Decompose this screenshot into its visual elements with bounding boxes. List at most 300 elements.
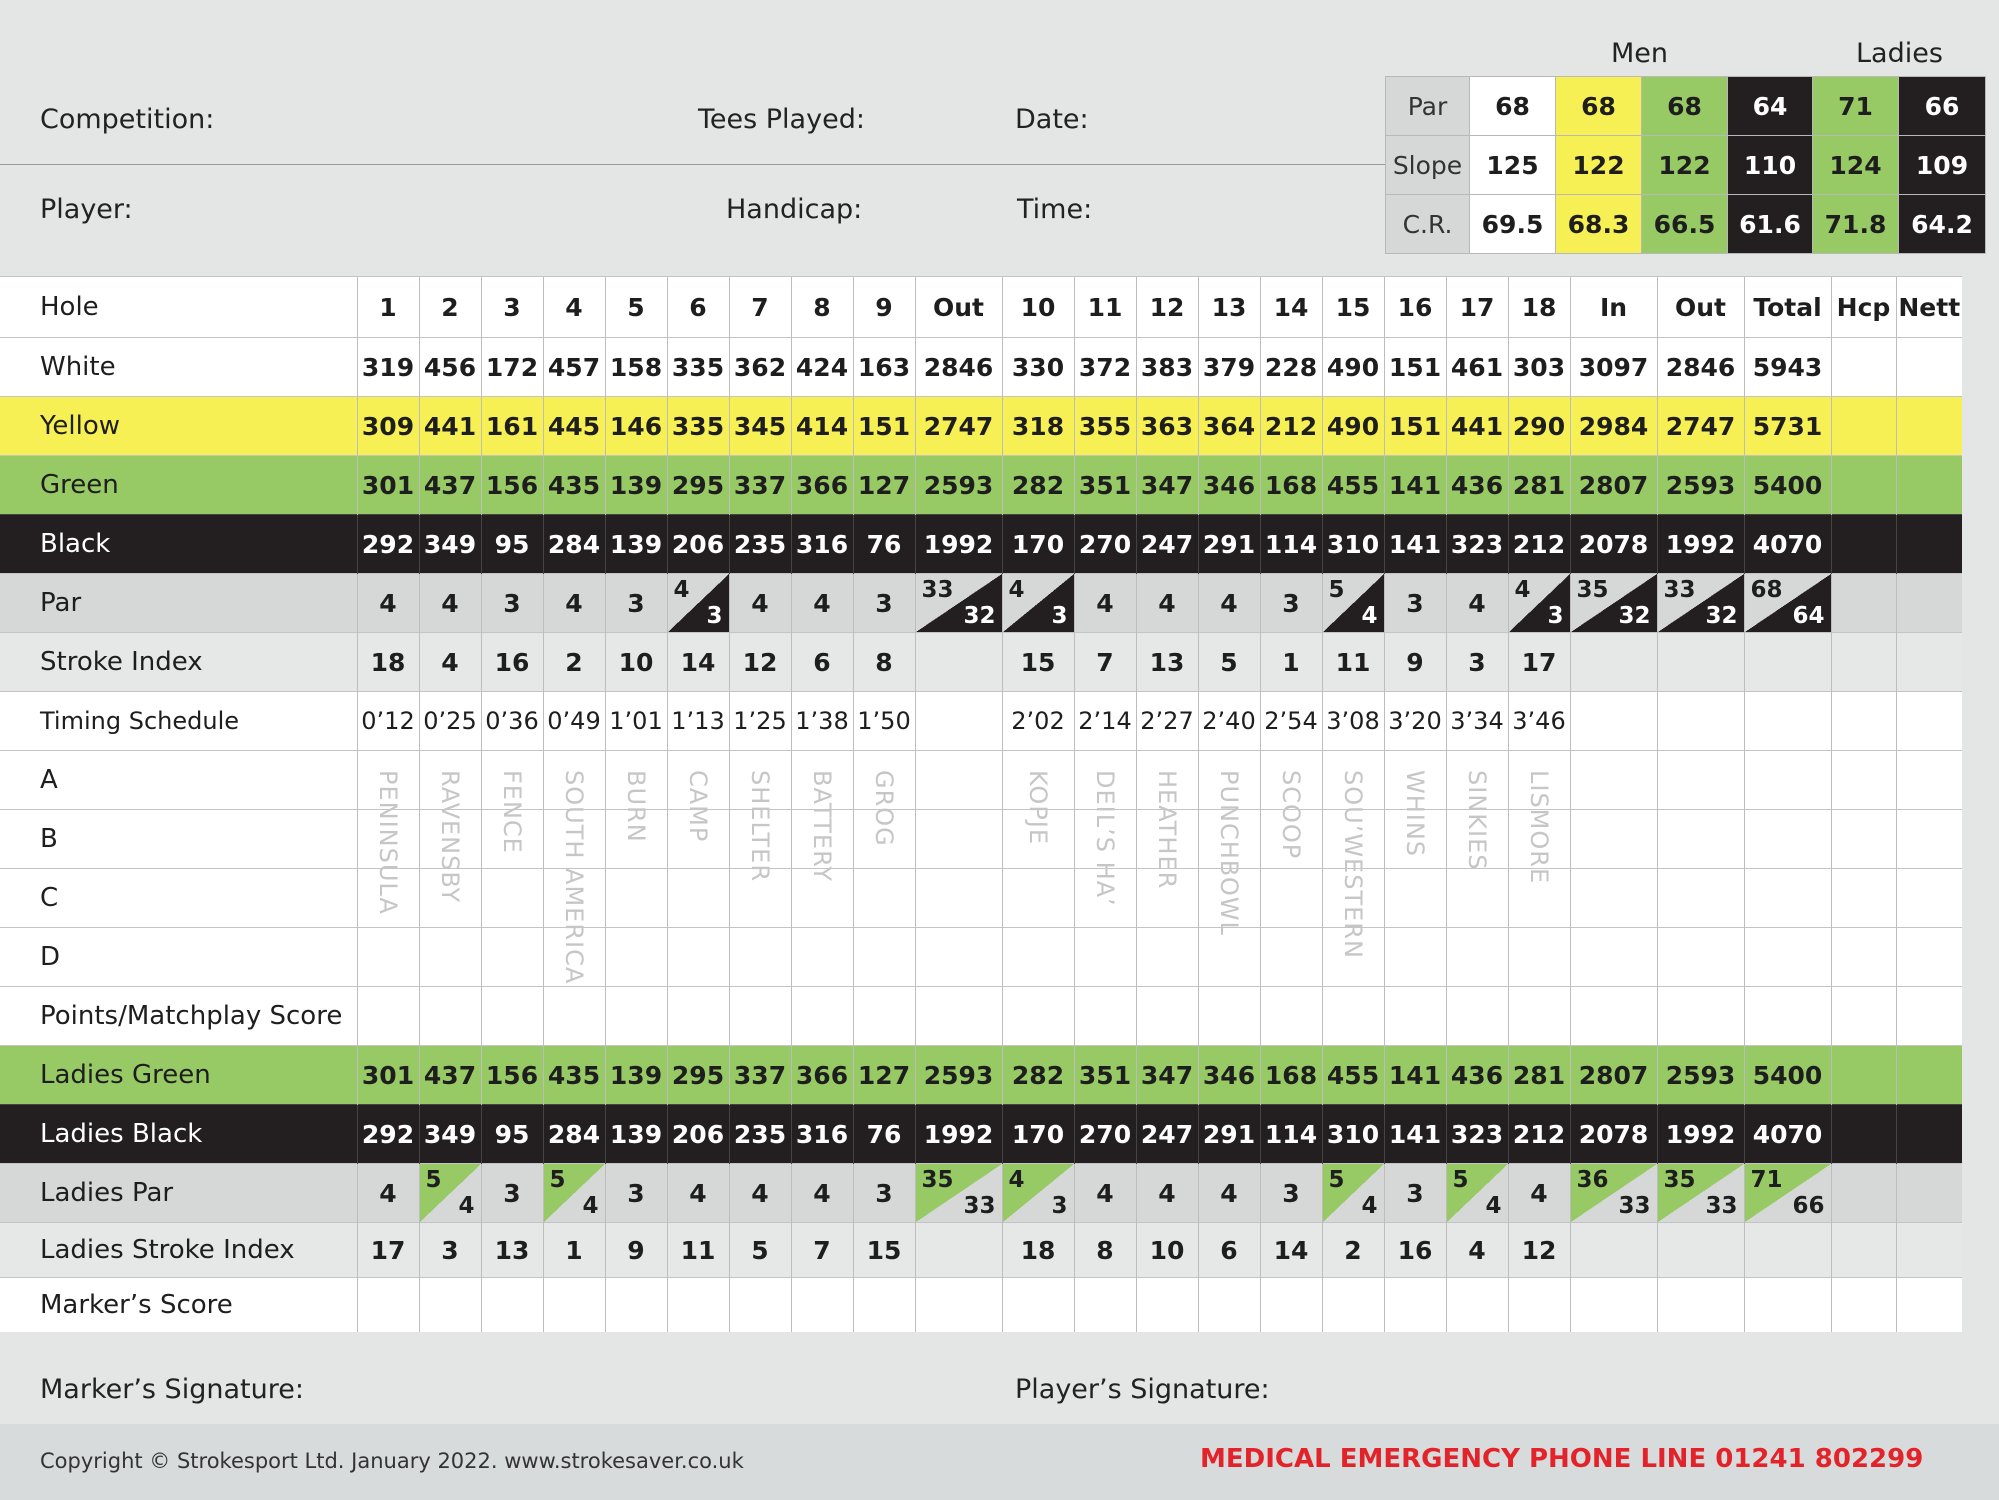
cell: 441 <box>419 397 481 456</box>
cell: 141 <box>1384 1105 1446 1164</box>
score-entry-cell[interactable] <box>1260 987 1322 1046</box>
rating-row-cr <box>1386 195 1986 254</box>
par-top: 35 <box>1576 577 1609 603</box>
score-entry-cell[interactable] <box>1744 869 1831 928</box>
cell: 9 <box>853 277 915 338</box>
cell: 349 <box>419 1105 481 1164</box>
score-entry-cell[interactable] <box>1322 987 1384 1046</box>
hole-name: BATTERY <box>808 770 836 882</box>
par-bottom: 32 <box>1618 603 1651 629</box>
score-entry-cell[interactable] <box>1657 1278 1744 1333</box>
cell: 3’34 <box>1446 692 1508 751</box>
score-entry-cell[interactable] <box>1136 1278 1198 1333</box>
score-entry-cell[interactable] <box>1744 751 1831 810</box>
cell: 1’50 <box>853 692 915 751</box>
score-entry-cell[interactable] <box>1508 987 1570 1046</box>
score-entry-cell[interactable] <box>791 928 853 987</box>
score-entry-cell[interactable] <box>1446 1278 1508 1333</box>
score-entry-cell[interactable] <box>915 987 1002 1046</box>
score-entry-cell[interactable] <box>1831 1278 1896 1333</box>
par-bottom: 32 <box>1705 603 1738 629</box>
score-entry-cell[interactable] <box>1260 869 1322 928</box>
par-cell <box>1002 574 1074 633</box>
cell: 437 <box>419 1046 481 1105</box>
player-signature-label: Player’s Signature: <box>1015 1374 1270 1405</box>
footer <box>0 1424 1999 1500</box>
split-par <box>916 574 1002 632</box>
cell <box>1831 1046 1896 1105</box>
cell: 16 <box>1384 1223 1446 1278</box>
cell: 114 <box>1260 515 1322 574</box>
score-entry-cell[interactable] <box>1198 1278 1260 1333</box>
par-bottom: 3 <box>1051 1193 1068 1219</box>
cell: 2807 <box>1570 456 1657 515</box>
cell: 9 <box>605 1223 667 1278</box>
score-entry-cell[interactable] <box>1570 987 1657 1046</box>
par-cell <box>1831 1164 1896 1223</box>
score-entry-cell[interactable] <box>1657 869 1744 928</box>
cell: 95 <box>481 515 543 574</box>
score-entry-cell[interactable] <box>1896 810 1962 869</box>
par-cell: 4 <box>357 1164 419 1223</box>
par-row <box>0 574 1962 633</box>
cell <box>1744 633 1831 692</box>
score-entry-cell[interactable] <box>1896 751 1962 810</box>
par-cell: 3 <box>1260 1164 1322 1223</box>
hole-name: PUNCHBOWL <box>1215 770 1243 936</box>
cell: 303 <box>1508 338 1570 397</box>
score-entry-cell[interactable] <box>915 869 1002 928</box>
score-entry-cell[interactable] <box>1002 987 1074 1046</box>
score-entry-cell[interactable] <box>481 928 543 987</box>
cell: 2’54 <box>1260 692 1322 751</box>
score-entry-cell[interactable] <box>1384 987 1446 1046</box>
cell: 372 <box>1074 338 1136 397</box>
player-label: Player: <box>40 194 133 225</box>
split-par <box>668 574 729 632</box>
cell <box>1896 338 1962 397</box>
rating-row-par <box>1386 77 1986 136</box>
cell: 270 <box>1074 1105 1136 1164</box>
score-entry-cell[interactable] <box>357 1278 419 1333</box>
score-entry-cell[interactable] <box>1074 928 1136 987</box>
par-cell: 3 <box>853 574 915 633</box>
score-entry-cell[interactable] <box>915 810 1002 869</box>
score-entry-cell[interactable] <box>853 928 915 987</box>
cell: 383 <box>1136 338 1198 397</box>
cell: 168 <box>1260 456 1322 515</box>
row-label: D <box>0 928 357 987</box>
cell: 170 <box>1002 1105 1074 1164</box>
par-cell: 4 <box>729 1164 791 1223</box>
score-entry-cell[interactable] <box>1570 751 1657 810</box>
rating-cr-value: 68.3 <box>1556 195 1642 254</box>
row-label: Hole <box>0 277 357 338</box>
cell <box>915 633 1002 692</box>
cell: 282 <box>1002 1046 1074 1105</box>
cell: 363 <box>1136 397 1198 456</box>
score-entry-cell[interactable] <box>1570 928 1657 987</box>
par-cell: 4 <box>1198 1164 1260 1223</box>
hole-name: SOUTH AMERICA <box>560 770 588 985</box>
score-entry-cell[interactable] <box>1002 1278 1074 1333</box>
cell: 347 <box>1136 456 1198 515</box>
cell: 435 <box>543 1046 605 1105</box>
cell: 146 <box>605 397 667 456</box>
rating-par-value: 68 <box>1642 77 1728 136</box>
par-top: 4 <box>1008 577 1025 603</box>
score-entry-cell[interactable] <box>1657 928 1744 987</box>
par-cell: 3 <box>1260 574 1322 633</box>
cell: 14 <box>1260 277 1322 338</box>
cell: 4 <box>543 277 605 338</box>
score-entry-cell[interactable] <box>729 1278 791 1333</box>
par-cell <box>1446 1164 1508 1223</box>
split-par <box>1003 574 1074 632</box>
score-entry-cell[interactable] <box>1657 987 1744 1046</box>
cell: 12 <box>729 633 791 692</box>
score-entry-cell[interactable] <box>729 987 791 1046</box>
par-cell <box>1322 574 1384 633</box>
par-top: 4 <box>673 577 690 603</box>
cell: 1’13 <box>667 692 729 751</box>
score-entry-cell[interactable] <box>1002 869 1074 928</box>
cell: 295 <box>667 456 729 515</box>
cell: 292 <box>357 515 419 574</box>
cell: 457 <box>543 338 605 397</box>
cell: 170 <box>1002 515 1074 574</box>
par-top: 68 <box>1750 577 1783 603</box>
cell: 247 <box>1136 1105 1198 1164</box>
score-entry-cell[interactable] <box>1744 928 1831 987</box>
tee-row-green <box>0 456 1962 515</box>
par-top: 33 <box>1663 577 1696 603</box>
cell: 5731 <box>1744 397 1831 456</box>
cell: 139 <box>605 456 667 515</box>
rating-slope-value: 125 <box>1470 136 1556 195</box>
cell: 2078 <box>1570 515 1657 574</box>
cell: 316 <box>791 515 853 574</box>
cell: 4 <box>419 633 481 692</box>
par-cell <box>1744 574 1831 633</box>
par-cell <box>1657 1164 1744 1223</box>
score-entry-cell[interactable] <box>1831 751 1896 810</box>
cell: 141 <box>1384 1046 1446 1105</box>
cell <box>1896 1223 1962 1278</box>
row-label: Points/Matchplay Score <box>0 987 357 1046</box>
par-cell: 3 <box>1384 1164 1446 1223</box>
score-entry-cell[interactable] <box>1384 1278 1446 1333</box>
score-entry-cell[interactable] <box>1002 928 1074 987</box>
cell: 156 <box>481 1046 543 1105</box>
hole-name: SOU’WESTERN <box>1339 770 1367 959</box>
score-entry-cell[interactable] <box>791 1278 853 1333</box>
split-par <box>420 1164 481 1222</box>
par-cell <box>1896 1164 1962 1223</box>
cell: 2984 <box>1570 397 1657 456</box>
par-top: 5 <box>1328 1167 1345 1193</box>
cell: 355 <box>1074 397 1136 456</box>
score-entry-cell[interactable] <box>1508 1278 1570 1333</box>
score-entry-cell[interactable] <box>357 928 419 987</box>
cell <box>1831 692 1896 751</box>
cell: 362 <box>729 338 791 397</box>
cell: 10 <box>605 633 667 692</box>
cell: 1992 <box>1657 515 1744 574</box>
cell: Nett <box>1896 277 1962 338</box>
score-entry-cell[interactable] <box>667 928 729 987</box>
par-top: 71 <box>1750 1167 1783 1193</box>
score-entry-cell[interactable] <box>1896 928 1962 987</box>
cell: 346 <box>1198 1046 1260 1105</box>
score-entry-cell[interactable] <box>667 869 729 928</box>
par-cell: 4 <box>1074 1164 1136 1223</box>
cell: 319 <box>357 338 419 397</box>
score-entry-cell[interactable] <box>419 1278 481 1333</box>
score-entry-cell[interactable] <box>1198 928 1260 987</box>
cell: 12 <box>1136 277 1198 338</box>
score-entry-cell[interactable] <box>1446 987 1508 1046</box>
cell: 95 <box>481 1105 543 1164</box>
score-entry-cell[interactable] <box>1260 928 1322 987</box>
par-cell <box>1657 574 1744 633</box>
cell: 18 <box>1002 1223 1074 1278</box>
par-cell: 4 <box>357 574 419 633</box>
score-entry-cell[interactable] <box>481 869 543 928</box>
par-cell <box>543 1164 605 1223</box>
row-label: B <box>0 810 357 869</box>
cell: 3’08 <box>1322 692 1384 751</box>
score-entry-cell[interactable] <box>1508 928 1570 987</box>
row-label: Stroke Index <box>0 633 357 692</box>
cell: 6 <box>1198 1223 1260 1278</box>
score-entry-cell[interactable] <box>667 1278 729 1333</box>
cell: 2593 <box>1657 456 1744 515</box>
score-entry-cell[interactable] <box>1744 810 1831 869</box>
split-par <box>1571 1164 1657 1222</box>
rating-cr-value: 71.8 <box>1813 195 1899 254</box>
cell: 282 <box>1002 456 1074 515</box>
score-entry-cell[interactable] <box>1657 810 1744 869</box>
cell: 5 <box>1198 633 1260 692</box>
cell: 284 <box>543 515 605 574</box>
row-label: Ladies Par <box>0 1164 357 1223</box>
row-label: White <box>0 338 357 397</box>
score-entry-cell[interactable] <box>419 987 481 1046</box>
cell <box>1831 397 1896 456</box>
row-label: Ladies Black <box>0 1105 357 1164</box>
par-cell: 4 <box>729 574 791 633</box>
cell <box>1896 515 1962 574</box>
cell: 114 <box>1260 1105 1322 1164</box>
score-entry-cell[interactable] <box>1074 1278 1136 1333</box>
score-entry-cell[interactable] <box>481 1278 543 1333</box>
cell: 0’12 <box>357 692 419 751</box>
cell: 301 <box>357 1046 419 1105</box>
cell: 3 <box>419 1223 481 1278</box>
ladies-stroke-index-row <box>0 1223 1962 1278</box>
cell: 141 <box>1384 456 1446 515</box>
score-entry-cell[interactable] <box>1570 1278 1657 1333</box>
row-label: Par <box>0 574 357 633</box>
score-entry-cell[interactable] <box>1260 1278 1322 1333</box>
cell: 366 <box>791 456 853 515</box>
time-label: Time: <box>1017 194 1093 225</box>
score-entry-cell[interactable] <box>1384 928 1446 987</box>
cell: 3’46 <box>1508 692 1570 751</box>
player-row-c <box>0 869 1962 928</box>
row-label: Yellow <box>0 397 357 456</box>
score-entry-cell[interactable] <box>1384 869 1446 928</box>
par-cell: 3 <box>481 1164 543 1223</box>
score-entry-cell[interactable] <box>1322 1278 1384 1333</box>
cell: 10 <box>1136 1223 1198 1278</box>
score-entry-cell[interactable] <box>1570 869 1657 928</box>
cell: 490 <box>1322 397 1384 456</box>
cell: 5400 <box>1744 1046 1831 1105</box>
score-entry-cell[interactable] <box>1136 928 1198 987</box>
cell: 17 <box>1508 633 1570 692</box>
copyright-text: Copyright © Strokesport Ltd. January 2022. www.strokesaver.co.uk <box>40 1449 744 1473</box>
score-entry-cell[interactable] <box>1570 810 1657 869</box>
score-entry-cell[interactable] <box>1446 869 1508 928</box>
cell: 127 <box>853 1046 915 1105</box>
par-cell <box>1002 1164 1074 1223</box>
par-cell <box>1570 574 1657 633</box>
score-entry-cell[interactable] <box>915 1278 1002 1333</box>
par-cell: 3 <box>605 574 667 633</box>
split-par <box>1323 574 1384 632</box>
score-entry-cell[interactable] <box>1896 1278 1962 1333</box>
score-entry-cell[interactable] <box>605 928 667 987</box>
score-entry-cell[interactable] <box>1744 987 1831 1046</box>
row-label: A <box>0 751 357 810</box>
cell: 2846 <box>915 338 1002 397</box>
par-cell: 4 <box>1508 1164 1570 1223</box>
score-entry-cell[interactable] <box>419 928 481 987</box>
row-label: Green <box>0 456 357 515</box>
par-cell <box>1508 574 1570 633</box>
cell: Out <box>1657 277 1744 338</box>
score-entry-cell[interactable] <box>1831 987 1896 1046</box>
row-label: Marker’s Score <box>0 1278 357 1333</box>
cell: 310 <box>1322 1105 1384 1164</box>
cell: 7 <box>729 277 791 338</box>
score-entry-cell[interactable] <box>605 1278 667 1333</box>
score-entry-cell[interactable] <box>543 1278 605 1333</box>
cell: 1992 <box>915 515 1002 574</box>
hole-name: FENCE <box>498 770 526 854</box>
cell: 1’38 <box>791 692 853 751</box>
timing-row <box>0 692 1962 751</box>
score-entry-cell[interactable] <box>1136 987 1198 1046</box>
hole-name: SINKIES <box>1463 770 1491 871</box>
score-entry-cell[interactable] <box>481 987 543 1046</box>
cell: 15 <box>1322 277 1384 338</box>
score-entry-cell[interactable] <box>605 987 667 1046</box>
cell <box>1831 515 1896 574</box>
cell: 11 <box>1074 277 1136 338</box>
score-entry-cell[interactable] <box>1074 987 1136 1046</box>
cell: 158 <box>605 338 667 397</box>
cell: 310 <box>1322 515 1384 574</box>
cell: 441 <box>1446 397 1508 456</box>
cell: 337 <box>729 456 791 515</box>
cell: 3097 <box>1570 338 1657 397</box>
score-entry-cell[interactable] <box>1831 869 1896 928</box>
score-entry-cell[interactable] <box>853 869 915 928</box>
rating-par-value: 71 <box>1813 77 1899 136</box>
cell: 139 <box>605 1105 667 1164</box>
par-bottom: 33 <box>963 1193 996 1219</box>
score-entry-cell[interactable] <box>1831 928 1896 987</box>
cell: 345 <box>729 397 791 456</box>
cell: Total <box>1744 277 1831 338</box>
cell: 151 <box>1384 338 1446 397</box>
score-entry-cell[interactable] <box>1744 1278 1831 1333</box>
score-entry-cell[interactable] <box>915 751 1002 810</box>
row-label: C <box>0 869 357 928</box>
cell: 2807 <box>1570 1046 1657 1105</box>
split-par <box>1571 574 1657 632</box>
cell <box>1896 397 1962 456</box>
score-entry-cell[interactable] <box>853 987 915 1046</box>
score-entry-cell[interactable] <box>1896 987 1962 1046</box>
score-entry-cell[interactable] <box>357 987 419 1046</box>
cell <box>1896 1105 1962 1164</box>
par-bottom: 4 <box>1361 1193 1378 1219</box>
cell: 17 <box>357 1223 419 1278</box>
score-entry-cell[interactable] <box>729 928 791 987</box>
cell: 4070 <box>1744 515 1831 574</box>
score-entry-cell[interactable] <box>1831 810 1896 869</box>
cell: 346 <box>1198 456 1260 515</box>
cell: 437 <box>419 456 481 515</box>
cell: 15 <box>1002 633 1074 692</box>
score-entry-cell[interactable] <box>605 869 667 928</box>
cell: In <box>1570 277 1657 338</box>
cell: 323 <box>1446 515 1508 574</box>
cell: 7 <box>1074 633 1136 692</box>
par-cell: 4 <box>543 574 605 633</box>
split-par <box>916 1164 1002 1222</box>
rating-cr-value: 61.6 <box>1728 195 1813 254</box>
score-entry-cell[interactable] <box>1198 987 1260 1046</box>
split-par <box>544 1164 605 1222</box>
score-entry-cell[interactable] <box>791 987 853 1046</box>
cell: 172 <box>481 338 543 397</box>
score-entry-cell[interactable] <box>1896 869 1962 928</box>
score-entry-cell[interactable] <box>543 987 605 1046</box>
rating-par-value: 66 <box>1899 77 1986 136</box>
par-top: 36 <box>1576 1167 1609 1193</box>
cell: 2 <box>543 633 605 692</box>
score-entry-cell[interactable] <box>853 1278 915 1333</box>
hole-name: RAVENSBY <box>436 770 464 904</box>
score-entry-cell[interactable] <box>1446 928 1508 987</box>
cell: 0’36 <box>481 692 543 751</box>
rating-cr-value: 69.5 <box>1470 195 1556 254</box>
score-entry-cell[interactable] <box>915 928 1002 987</box>
par-cell <box>915 1164 1002 1223</box>
score-entry-cell[interactable] <box>667 987 729 1046</box>
cell: 309 <box>357 397 419 456</box>
score-entry-cell[interactable] <box>1657 751 1744 810</box>
cell: 2’40 <box>1198 692 1260 751</box>
cell: 161 <box>481 397 543 456</box>
par-bottom: 33 <box>1618 1193 1651 1219</box>
cell: 127 <box>853 456 915 515</box>
